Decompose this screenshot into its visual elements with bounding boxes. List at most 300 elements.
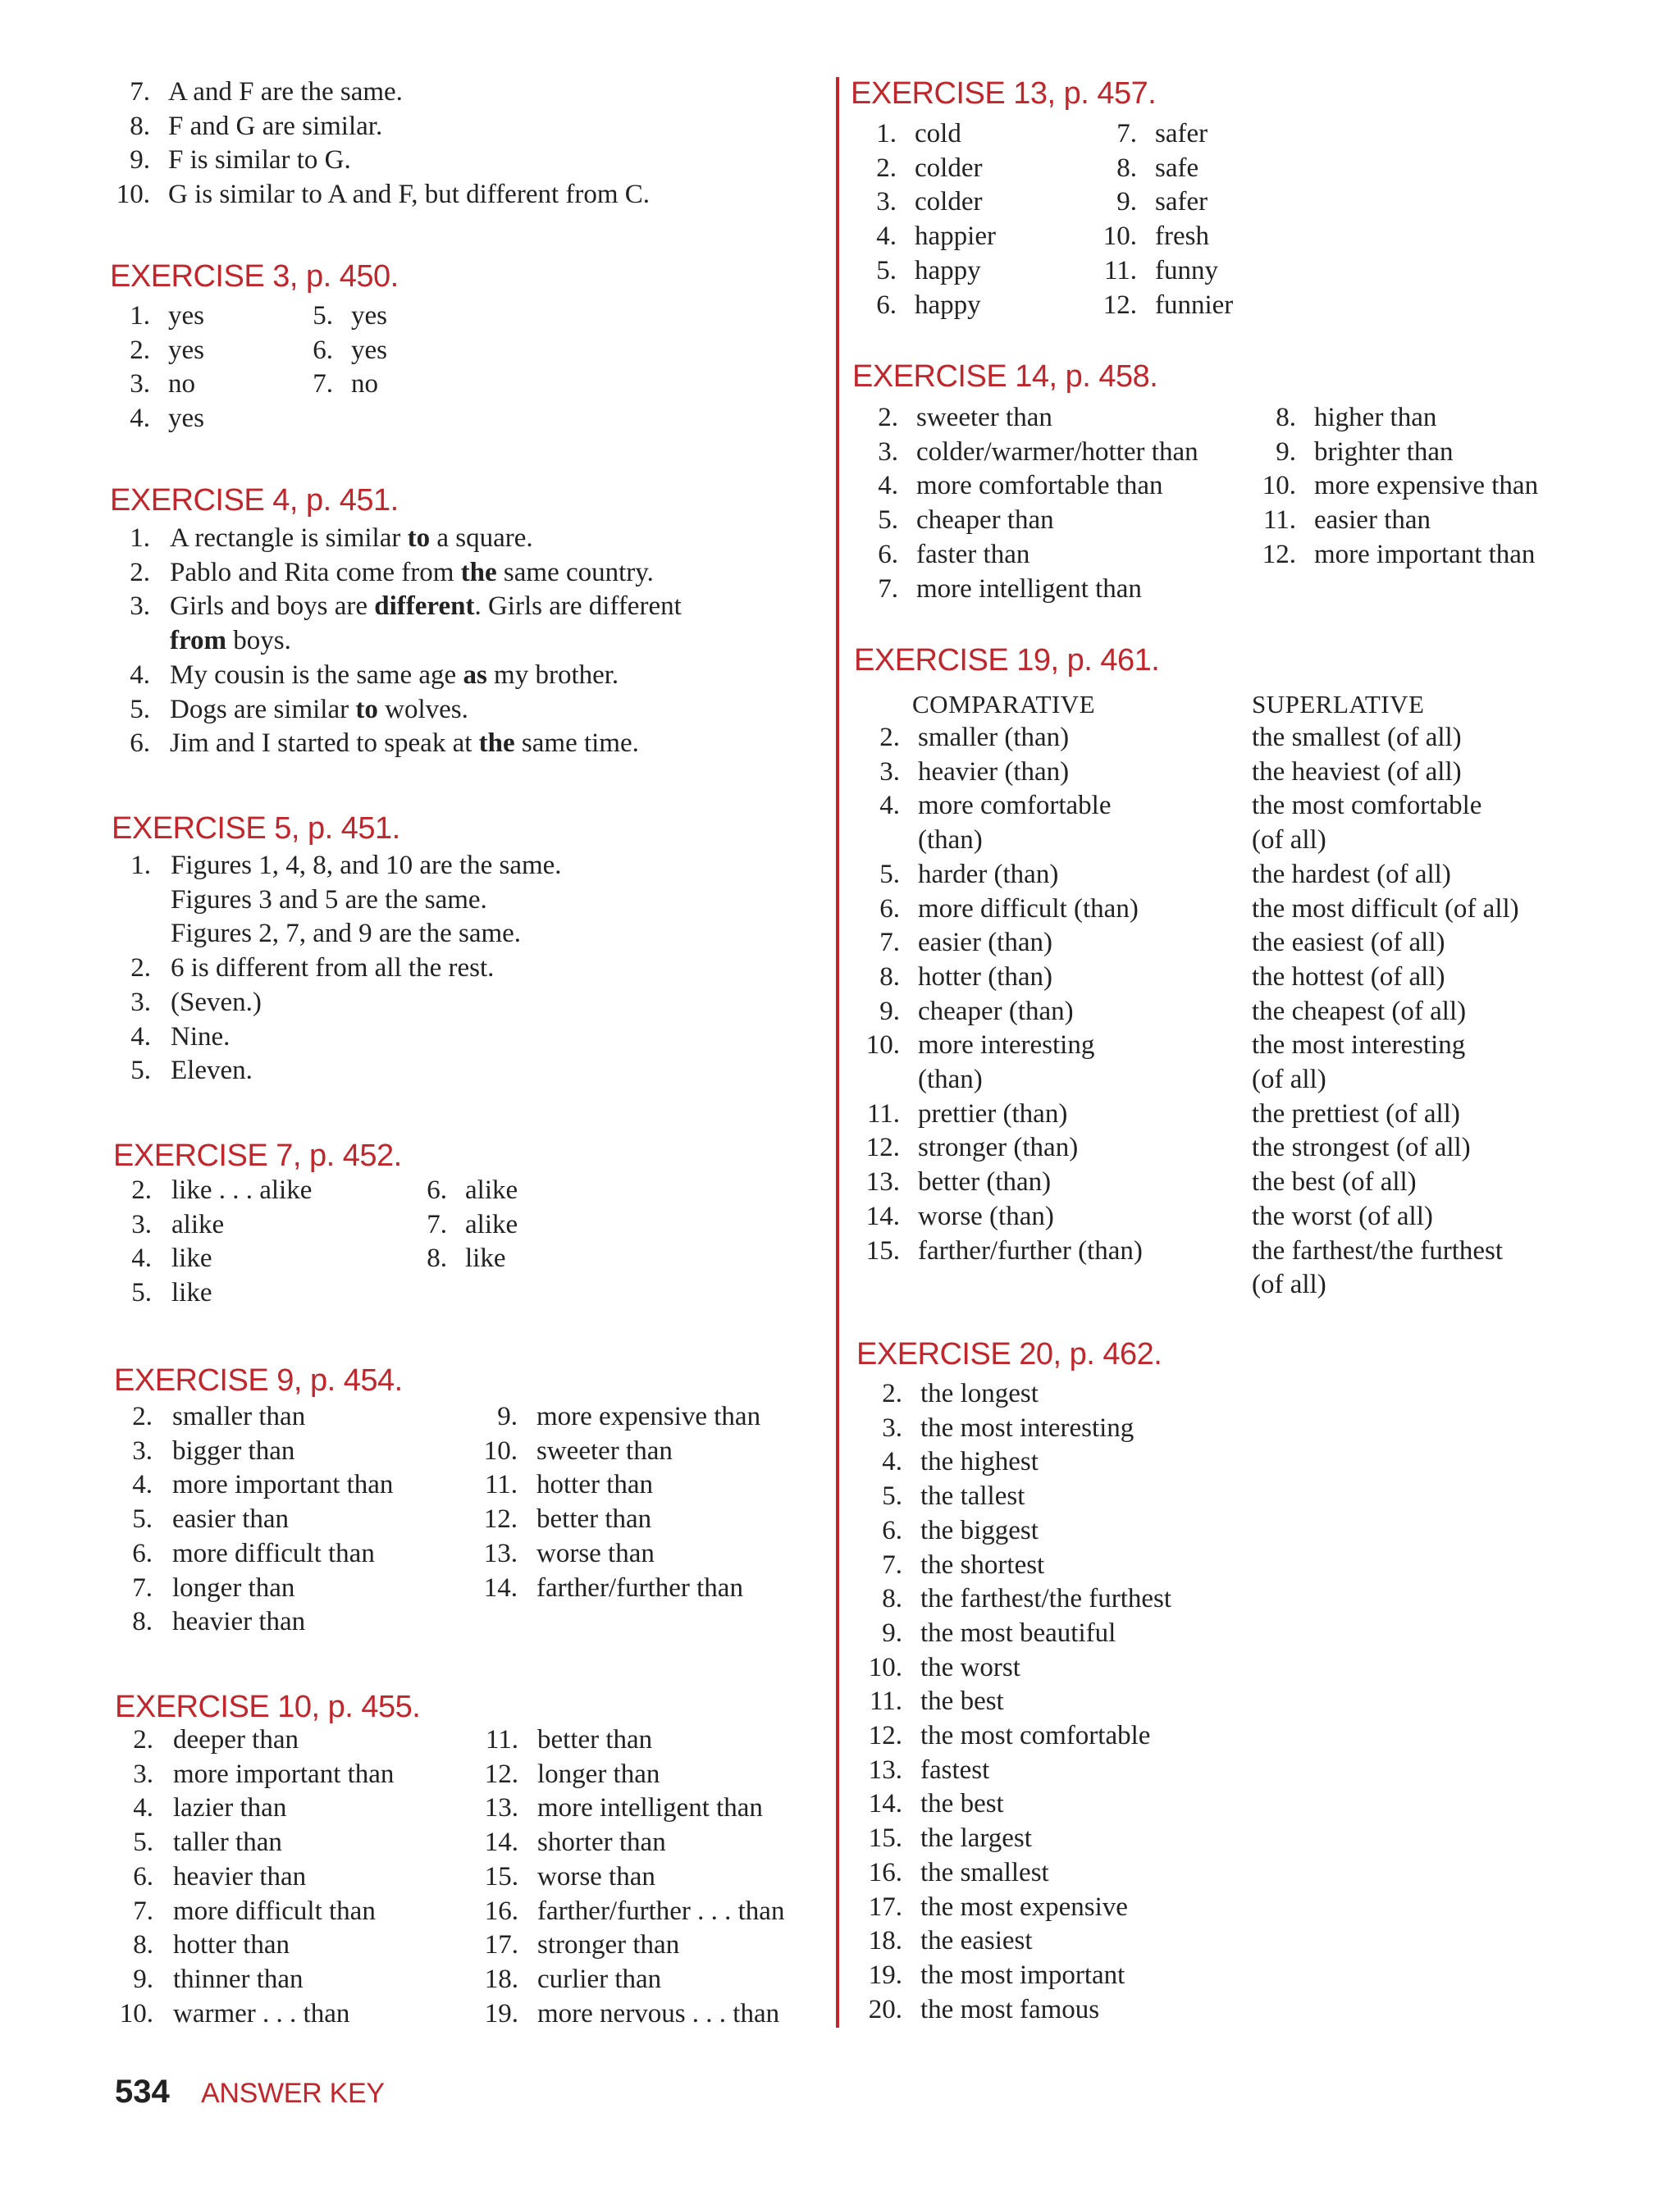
answer-row <box>0 1958 1680 1992</box>
answer-number: 2. <box>130 953 151 983</box>
answer-text: Figures 1, 4, 8, and 10 are the same. <box>171 851 562 880</box>
answer-text: taller than <box>173 1828 282 1858</box>
answer-text: funnier <box>1155 290 1234 320</box>
comparison-row <box>0 1028 1680 1062</box>
answer-row <box>0 1787 1680 1821</box>
answer-number: 2. <box>131 1175 152 1205</box>
answer-number: 1. <box>876 119 897 148</box>
comparative-form: hotter (than) <box>918 961 1053 992</box>
answer-text: lazier than <box>173 1793 287 1823</box>
answer-number: 11. <box>1262 505 1296 536</box>
answer-text: more difficult than <box>172 1538 375 1568</box>
answer-text: the worst <box>920 1652 1020 1682</box>
comparison-row <box>0 1199 1680 1234</box>
exercise-14-heading: EXERCISE 14, p. 458. <box>852 359 1158 394</box>
answer-row <box>0 1753 1680 1787</box>
answer-number: 13. <box>868 1755 902 1785</box>
answer-number: 7. <box>879 928 900 958</box>
answer-row <box>0 151 1680 185</box>
answer-number: 3. <box>132 1435 153 1466</box>
answer-number: 15. <box>865 1235 900 1266</box>
answer-text: easier than <box>172 1504 290 1535</box>
answer-text: like . . . alike <box>171 1175 313 1205</box>
answer-text: farther/further than <box>536 1572 743 1603</box>
answer-number: 6. <box>132 1538 153 1568</box>
answer-text: 6 is different from all the rest. <box>171 953 495 983</box>
answer-text: the best <box>920 1789 1004 1819</box>
answer-text: yes <box>351 301 387 331</box>
comparison-row <box>0 1130 1680 1165</box>
answer-text: colder <box>915 153 983 183</box>
comparative-form: (than) <box>918 1065 983 1094</box>
answer-text: heavier than <box>172 1607 306 1637</box>
answer-text: the easiest <box>920 1926 1033 1956</box>
answer-row <box>0 400 1680 435</box>
comparative-column-header: COMPARATIVE <box>912 690 1096 719</box>
comparison-row <box>0 1062 1680 1097</box>
answer-text: the most interesting <box>920 1412 1134 1443</box>
answer-number: 5. <box>131 1278 152 1308</box>
answer-text: like <box>171 1278 212 1308</box>
answer-number: 10. <box>868 1652 902 1682</box>
answer-number: 1. <box>130 851 151 880</box>
answer-number: 8. <box>427 1244 447 1274</box>
answer-text: heavier than <box>173 1861 307 1892</box>
answer-row <box>0 288 1680 322</box>
comparative-form: more interesting <box>918 1030 1095 1061</box>
answer-text: more intelligent than <box>537 1793 763 1823</box>
superlative-form: the best (of all) <box>1252 1167 1417 1198</box>
answer-number: 4. <box>130 659 150 690</box>
answer-number: 7. <box>882 1549 902 1580</box>
answer-text: colder <box>915 187 983 217</box>
exercise-4-heading: EXERCISE 4, p. 451. <box>110 483 399 518</box>
answer-text: the smallest <box>920 1857 1049 1887</box>
superlative-form: the cheapest (of all) <box>1252 996 1467 1026</box>
answer-text: more important than <box>1314 539 1536 569</box>
answer-number: 8. <box>1116 153 1137 183</box>
answer-text: sweeter than <box>916 403 1052 432</box>
answer-number: 2. <box>876 153 897 183</box>
answer-text: yes <box>168 301 204 331</box>
answer-text: the most famous <box>920 1994 1100 2024</box>
answer-text: safe <box>1155 153 1199 183</box>
answer-number: 7. <box>427 1209 447 1239</box>
comparative-form: more difficult (than) <box>918 893 1139 924</box>
answer-number: 10. <box>119 1998 153 2029</box>
answer-row <box>0 75 1680 109</box>
answer-text: My cousin is the same age as my brother. <box>170 659 619 690</box>
answer-row <box>0 1924 1680 1958</box>
answer-text: the most beautiful <box>920 1618 1116 1648</box>
answer-text: more expensive than <box>1314 471 1539 501</box>
answer-text: no <box>168 369 195 399</box>
answer-text: hotter than <box>536 1470 654 1500</box>
answer-row <box>0 1411 1680 1445</box>
answer-number: 6. <box>313 335 333 365</box>
answer-text: faster than <box>916 539 1030 569</box>
answer-row <box>0 1718 1680 1753</box>
answer-text: better than <box>536 1504 652 1535</box>
answer-text: F is similar to G. <box>168 145 351 176</box>
answer-number: 4. <box>878 471 898 501</box>
answer-row <box>0 1821 1680 1855</box>
comparison-row <box>0 857 1680 892</box>
answer-text: shorter than <box>537 1828 666 1858</box>
answer-number: 3. <box>878 436 898 467</box>
answer-text: F and G are similar. <box>168 111 383 141</box>
answer-row <box>0 1479 1680 1513</box>
answer-text: the shortest <box>920 1549 1045 1580</box>
comparative-form: prettier (than) <box>918 1098 1068 1129</box>
comparative-form: easier (than) <box>918 928 1052 958</box>
comparative-form: (than) <box>918 825 983 856</box>
answer-text: the most expensive <box>920 1892 1128 1922</box>
answer-text: stronger than <box>537 1930 680 1960</box>
answer-number: 7. <box>313 369 333 399</box>
answer-number: 4. <box>876 221 897 252</box>
answer-number: 13. <box>865 1167 900 1198</box>
answer-number: 1. <box>130 523 150 553</box>
answer-number: 7. <box>878 573 898 604</box>
answer-number: 2. <box>132 1402 153 1431</box>
answer-number: 19. <box>868 1960 902 1990</box>
answer-number: 12. <box>868 1721 902 1750</box>
answer-row <box>0 1890 1680 1924</box>
answer-number: 1. <box>130 301 150 331</box>
answer-number: 8. <box>130 111 150 141</box>
answer-number: 3. <box>130 987 151 1017</box>
exercise-5-heading: EXERCISE 5, p. 451. <box>112 811 400 846</box>
answer-text: sweeter than <box>536 1435 673 1466</box>
comparison-row <box>0 720 1680 755</box>
exercise-20-heading: EXERCISE 20, p. 462. <box>856 1337 1162 1371</box>
answer-number: 18. <box>484 1964 518 1994</box>
answer-text: alike <box>465 1209 518 1239</box>
answer-text: worse than <box>536 1538 655 1568</box>
answer-number: 11. <box>1103 255 1137 285</box>
answer-text: longer than <box>172 1572 295 1603</box>
comparative-form: stronger (than) <box>918 1133 1079 1163</box>
answer-row <box>0 1650 1680 1685</box>
answer-number: 19. <box>484 1998 518 2029</box>
superlative-column-header: SUPERLATIVE <box>1252 690 1425 719</box>
answer-text: more important than <box>173 1759 395 1789</box>
answer-number: 4. <box>130 1021 151 1052</box>
comparison-row <box>0 823 1680 857</box>
answer-text: the biggest <box>920 1515 1039 1545</box>
answer-number: 10. <box>865 1030 900 1061</box>
answer-row <box>0 658 1680 692</box>
answer-text: cheaper than <box>916 505 1054 536</box>
superlative-form: the hardest (of all) <box>1252 859 1451 889</box>
superlative-form: the heaviest (of all) <box>1252 756 1462 787</box>
answer-text: Dogs are similar to wolves. <box>170 694 468 724</box>
answer-row <box>0 1581 1680 1616</box>
answer-row <box>0 537 1680 572</box>
answer-text: safer <box>1155 187 1208 217</box>
answer-text: (Seven.) <box>171 987 262 1017</box>
answer-number: 4. <box>879 791 900 821</box>
superlative-form: the most difficult (of all) <box>1252 893 1519 924</box>
answer-text: more expensive than <box>536 1402 761 1431</box>
answer-number: 6. <box>427 1175 447 1205</box>
answer-number: 9. <box>1116 187 1137 217</box>
answer-number: 4. <box>132 1470 153 1500</box>
answer-text: higher than <box>1314 403 1437 432</box>
comparative-form: farther/further (than) <box>918 1235 1143 1266</box>
comparison-row <box>0 1097 1680 1131</box>
answer-row <box>0 1992 1680 2027</box>
answer-number: 8. <box>882 1584 902 1614</box>
answer-text: safer <box>1155 119 1208 148</box>
answer-number: 16. <box>868 1857 902 1887</box>
answer-number: 5. <box>313 301 333 331</box>
exercise-3-heading: EXERCISE 3, p. 450. <box>110 259 399 294</box>
answer-row <box>0 253 1680 288</box>
comparative-form: harder (than) <box>918 859 1059 889</box>
answer-text: fastest <box>920 1755 990 1785</box>
answer-text: the most comfortable <box>920 1721 1151 1750</box>
answer-text: hotter than <box>173 1930 290 1960</box>
answer-row <box>0 116 1680 151</box>
exercise-13-heading: EXERCISE 13, p. 457. <box>851 76 1157 111</box>
answer-text: Pablo and Rita come from the same country. <box>170 557 654 587</box>
answer-number: 10. <box>1262 471 1296 501</box>
superlative-form: the most comfortable <box>1252 791 1482 821</box>
comparative-form: smaller (than) <box>918 723 1070 752</box>
answer-number: 6. <box>876 290 897 320</box>
answer-number: 5. <box>882 1481 902 1512</box>
answer-text: colder/warmer/hotter than <box>916 436 1198 467</box>
answer-text: more important than <box>172 1470 394 1500</box>
answer-text: thinner than <box>173 1964 304 1994</box>
answer-text: yes <box>351 335 387 365</box>
answer-row <box>0 367 1680 401</box>
answer-number: 9. <box>882 1618 902 1648</box>
comparison-row <box>0 1267 1680 1302</box>
answer-text: warmer . . . than <box>173 1998 350 2029</box>
answer-number: 12. <box>1102 290 1137 320</box>
exercise-10-heading: EXERCISE 10, p. 455. <box>115 1690 421 1724</box>
answer-number: 6. <box>878 539 898 569</box>
superlative-form: (of all) <box>1252 1270 1326 1300</box>
answer-text: Jim and I started to speak at the same time. <box>170 728 639 759</box>
answer-text: the highest <box>920 1447 1039 1477</box>
answer-number: 7. <box>133 1896 153 1926</box>
answer-row <box>0 1684 1680 1718</box>
answer-text: fresh <box>1155 221 1209 252</box>
answer-text: more nervous . . . than <box>537 1998 780 2029</box>
answer-row <box>0 435 1680 469</box>
answer-text: from boys. <box>170 626 291 656</box>
answer-row <box>0 1855 1680 1890</box>
answer-row <box>0 1513 1680 1548</box>
answer-number: 3. <box>882 1412 902 1443</box>
answer-text: no <box>351 369 378 399</box>
comparison-row <box>0 755 1680 789</box>
answer-row <box>0 1616 1680 1650</box>
answer-number: 10. <box>483 1435 518 1466</box>
answer-text: Figures 2, 7, and 9 are the same. <box>171 919 522 949</box>
answer-number: 5. <box>132 1504 153 1535</box>
answer-number: 16. <box>484 1896 518 1926</box>
answer-text: funny <box>1155 255 1218 285</box>
answer-text: the longest <box>920 1379 1039 1408</box>
answer-text: more intelligent than <box>916 573 1142 604</box>
answer-row <box>0 333 1680 367</box>
answer-text: better than <box>537 1725 653 1755</box>
comparative-form: cheaper (than) <box>918 996 1074 1026</box>
superlative-form: (of all) <box>1252 1065 1326 1094</box>
answer-number: 17. <box>868 1892 902 1922</box>
answer-number: 2. <box>882 1379 902 1408</box>
answer-number: 14. <box>484 1828 518 1858</box>
comparison-row <box>0 960 1680 994</box>
answer-text: like <box>171 1244 212 1274</box>
answer-number: 2. <box>879 723 900 752</box>
answer-number: 3. <box>133 1759 153 1789</box>
answer-text: the farthest/the furthest <box>920 1584 1172 1614</box>
answer-number: 9. <box>1276 436 1296 467</box>
answer-row <box>0 572 1680 606</box>
comparison-row <box>0 892 1680 926</box>
answer-number: 2. <box>133 1725 153 1755</box>
answer-row <box>0 1444 1680 1479</box>
answer-text: happier <box>915 221 996 252</box>
comparative-form: more comfortable <box>918 791 1112 821</box>
answer-text: more difficult than <box>173 1896 376 1926</box>
superlative-form: the smallest (of all) <box>1252 723 1462 752</box>
answer-text: farther/further . . . than <box>537 1896 785 1926</box>
answer-number: 2. <box>130 557 150 587</box>
answer-number: 6. <box>879 893 900 924</box>
answer-number: 8. <box>132 1607 153 1637</box>
answer-number: 17. <box>484 1930 518 1960</box>
answer-text: smaller than <box>172 1402 306 1431</box>
superlative-form: the most interesting <box>1252 1030 1466 1061</box>
answer-text: like <box>465 1244 506 1274</box>
answer-text: G is similar to A and F, but different from C. <box>168 180 651 210</box>
comparison-row <box>0 788 1680 823</box>
comparison-row <box>0 1234 1680 1268</box>
comparison-row <box>0 994 1680 1029</box>
answer-number: 9. <box>879 996 900 1026</box>
answer-row <box>0 623 1680 658</box>
answer-number: 12. <box>483 1504 518 1535</box>
answer-row <box>0 1548 1680 1582</box>
superlative-form: the strongest (of all) <box>1252 1133 1471 1163</box>
answer-text: the best <box>920 1686 1004 1717</box>
answer-row <box>0 185 1680 219</box>
answer-number: 5. <box>130 694 150 724</box>
answer-text: worse than <box>537 1861 655 1892</box>
answer-text: Girls and boys are different. Girls are different <box>170 591 682 622</box>
answer-text: A and F are the same. <box>168 77 403 107</box>
answer-number: 9. <box>133 1964 153 1994</box>
answer-text: cold <box>915 119 961 148</box>
answer-number: 4. <box>130 404 150 434</box>
answer-number: 5. <box>878 505 898 536</box>
superlative-form: the hottest (of all) <box>1252 961 1445 992</box>
answer-number: 13. <box>484 1793 518 1823</box>
answer-number: 4. <box>882 1447 902 1477</box>
answer-text: more comfortable than <box>916 471 1163 501</box>
answer-text: alike <box>465 1175 518 1205</box>
answer-number: 8. <box>1276 403 1296 432</box>
answer-number: 12. <box>865 1133 900 1163</box>
comparative-form: better (than) <box>918 1167 1052 1198</box>
answer-number: 6. <box>130 728 150 759</box>
superlative-form: the prettiest (of all) <box>1252 1098 1460 1129</box>
answer-number: 5. <box>879 859 900 889</box>
answer-number: 5. <box>133 1828 153 1858</box>
answer-number: 12. <box>1262 539 1296 569</box>
answer-number: 18. <box>868 1926 902 1956</box>
answer-text: happy <box>915 290 981 320</box>
comparative-form: heavier (than) <box>918 756 1070 787</box>
answer-number: 14. <box>868 1789 902 1819</box>
answer-number: 14. <box>483 1572 518 1603</box>
answer-number: 10. <box>116 180 150 210</box>
answer-text: curlier than <box>537 1964 662 1994</box>
answer-number: 8. <box>879 961 900 992</box>
answer-number: 11. <box>484 1470 518 1500</box>
answer-text: Figures 3 and 5 are the same. <box>171 884 487 915</box>
answer-number: 7. <box>1116 119 1137 148</box>
answer-number: 3. <box>876 187 897 217</box>
answer-number: 3. <box>130 591 150 622</box>
answer-number: 6. <box>133 1861 153 1892</box>
answer-number: 2. <box>130 335 150 365</box>
answer-text: the tallest <box>920 1481 1025 1512</box>
answer-number: 4. <box>131 1244 152 1274</box>
answer-number: 3. <box>131 1209 152 1239</box>
answer-text: the most important <box>920 1960 1125 1990</box>
answer-number: 15. <box>484 1861 518 1892</box>
page-number: 534 <box>115 2074 170 2110</box>
answer-number: 4. <box>133 1793 153 1823</box>
answer-text: the largest <box>920 1823 1032 1854</box>
answer-text: happy <box>915 255 981 285</box>
answer-row <box>0 219 1680 253</box>
answer-text: easier than <box>1314 505 1431 536</box>
answer-number: 8. <box>133 1930 153 1960</box>
answer-number: 9. <box>497 1402 518 1431</box>
answer-number: 3. <box>130 369 150 399</box>
answer-text: A rectangle is similar to a square. <box>170 523 533 553</box>
answer-text: alike <box>171 1209 225 1239</box>
answer-number: 11. <box>869 1686 902 1717</box>
answer-number: 12. <box>484 1759 518 1789</box>
answer-number: 5. <box>130 1056 151 1086</box>
answer-text: yes <box>168 404 204 434</box>
superlative-form: the worst (of all) <box>1252 1201 1433 1231</box>
answer-text: brighter than <box>1314 436 1454 467</box>
answer-number: 9. <box>130 145 150 176</box>
superlative-form: the farthest/the furthest <box>1252 1235 1504 1266</box>
superlative-form: the easiest (of all) <box>1252 928 1445 958</box>
answer-row <box>0 503 1680 537</box>
comparison-row <box>0 1165 1680 1199</box>
footer-section-label: ANSWER KEY <box>201 2078 385 2109</box>
answer-text: Nine. <box>171 1021 231 1052</box>
answer-number: 7. <box>132 1572 153 1603</box>
answer-number: 2. <box>878 403 898 432</box>
answer-number: 7. <box>130 77 150 107</box>
answer-number: 3. <box>879 756 900 787</box>
answer-number: 11. <box>485 1725 518 1755</box>
